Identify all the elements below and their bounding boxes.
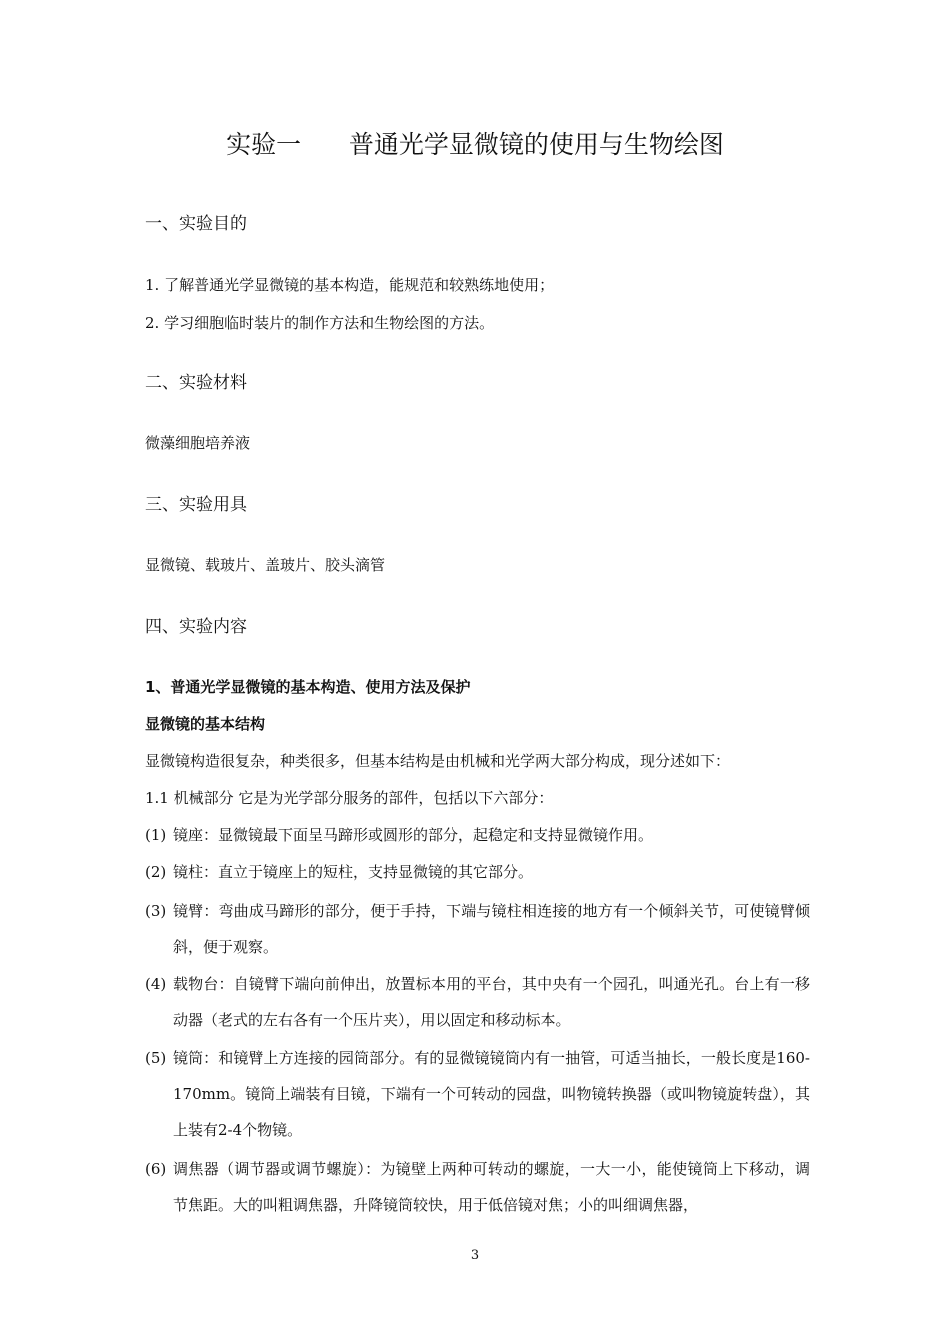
list-item-text: 镜座：显微镜最下面呈马蹄形或圆形的部分，起稳定和支持显微镜作用。 [173,826,654,844]
aim-item-2: 2. 学习细胞临时装片的制作方法和生物绘图的方法。 [145,314,495,332]
list-item-number: (4) [145,975,167,993]
list-item-number: (5) [145,1049,167,1067]
list-item [145,1151,810,1223]
content-subtitle-1: 1、普通光学显微镜的基本构造、使用方法及保护 [145,678,471,696]
intro-paragraph: 显微镜构造很复杂，种类很多，但基本结构是由机械和光学两大部分构成，现分述如下： [145,752,731,770]
list-item-text: 镜筒：和镜臂上方连接的园筒部分。有的显微镜镜筒内有一抽管，可适当抽长，一般长度是160-170mm。镜筒上端装有目镜，下端有一个可转动的园盘，叫物镜转换器（或叫物镜旋转盘），其上装有2-4个物镜。 [173,1049,810,1139]
list-item [145,817,810,853]
list-item [145,854,810,890]
tools-text: 显微镜、载玻片、盖玻片、胶头滴管 [145,556,386,574]
list-item-number: (3) [145,902,167,920]
list-item-number: (2) [145,863,167,881]
list-item-text: 镜柱：直立于镜座上的短柱，支持显微镜的其它部分。 [173,863,534,881]
section-heading-content: 四、实验内容 [145,617,247,637]
list-item-text: 镜臂：弯曲成马蹄形的部分，便于手持，下端与镜柱相连接的地方有一个倾斜关节，可使镜臂倾斜，便于观察。 [173,902,810,956]
list-item-text: 调焦器（调节器或调节螺旋）：为镜壁上两种可转动的螺旋，一大一小，能使镜筒上下移动，调节焦距。大的叫粗调焦器，升降镜筒较快，用于低倍镜对焦；小的叫细调焦器， [173,1160,810,1214]
list-item [145,893,810,965]
mechanical-part-paragraph: 1.1 机械部分 它是为光学部分服务的部件，包括以下六部分： [145,789,554,807]
section-heading-materials: 二、实验材料 [145,373,247,393]
section-heading-aims: 一、实验目的 [145,214,247,234]
materials-text: 微藻细胞培养液 [145,434,251,452]
content-subtitle-2: 显微镜的基本结构 [145,715,266,733]
list-item [145,1040,810,1148]
list-item-text: 载物台：自镜臂下端向前伸出，放置标本用的平台，其中央有一个园孔，叫通光孔。台上有一移动器（老式的左右各有一个压片夹），用以固定和移动标本。 [173,975,810,1029]
list-item-number: (1) [145,826,167,844]
page-number: 3 [470,1248,480,1263]
page-title: 实验一 普通光学显微镜的使用与生物绘图 [226,130,724,159]
list-item-number: (6) [145,1160,167,1178]
list-item [145,966,810,1038]
section-heading-tools: 三、实验用具 [145,495,247,515]
aim-item-1: 1. 了解普通光学显微镜的基本构造，能规范和较熟练地使用； [145,276,555,294]
